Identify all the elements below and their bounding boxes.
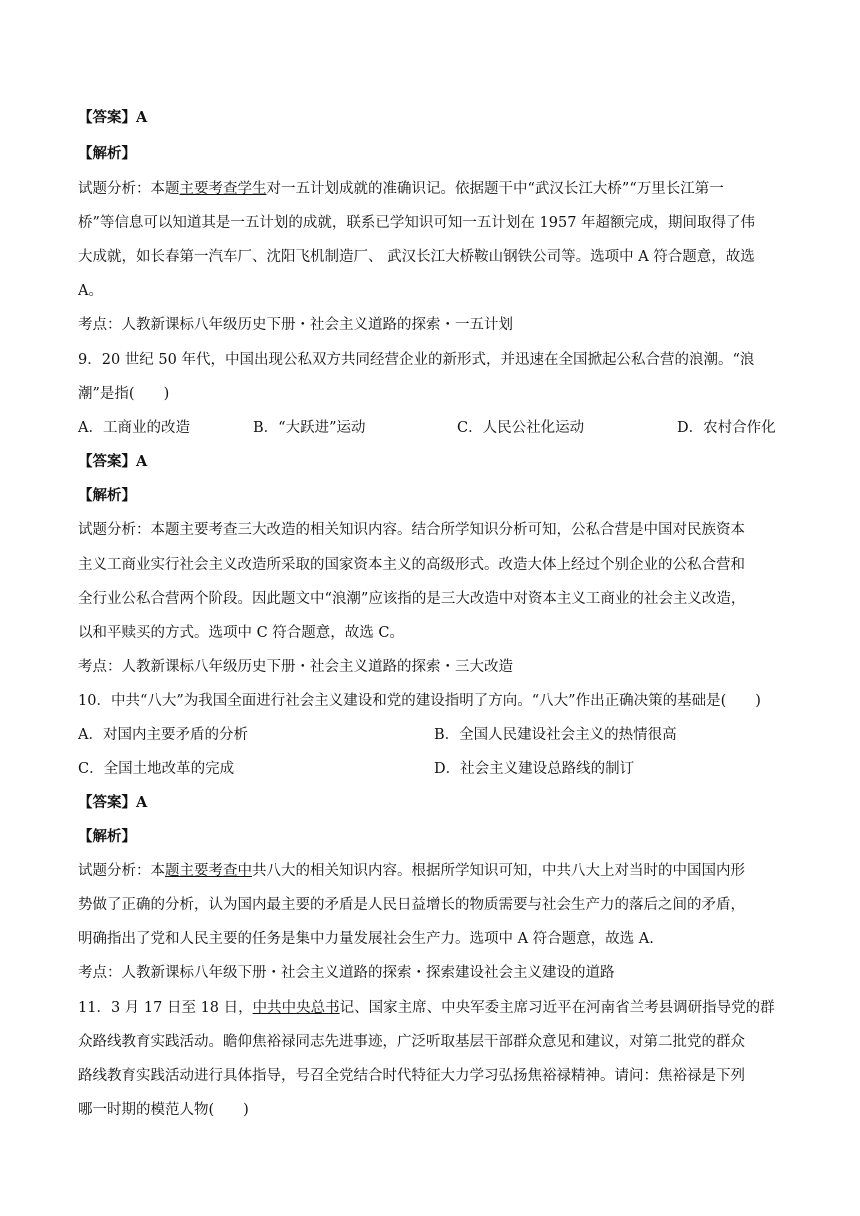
q8-analysis-text: 对一五计划成就的准确识记。依据题干中“武汉长江大桥”“万里长江第一: [266, 181, 724, 197]
q11-stem-line-2: 众路线教育实践活动。瞻仰焦裕禄同志先进事迹，广泛听取基层干部群众意见和建议，对第二批党的群众: [78, 1034, 745, 1050]
q11-stem-text: 11．3 月 17 日至 18 日，: [78, 1000, 253, 1016]
q9-analysis-line-3: 全行业公私合营两个阶段。因此题文中“浪潮”应该指的是三大改造中对资本主义工商业的社会主义改造，: [78, 591, 746, 607]
q9-kaodian: 考点：人教新课标八年级历史下册・社会主义道路的探索・三大改造: [78, 659, 513, 675]
q9-analysis-heading: 【解析】: [78, 487, 136, 504]
q9-option-c: C．人民公社化运动: [457, 420, 585, 436]
q8-analysis-underlined: 主要考查学生: [179, 181, 267, 197]
q10-analysis-line-3: 明确指出了党和人民主要的任务是集中力量发展社会生产力。选项中 A 符合题意，故选 A.: [78, 931, 654, 947]
q9-analysis-line-2: 主义工商业实行社会主义改造所采取的国家资本主义的高级形式。改造大体上经过个别企业的公私合营和: [78, 557, 745, 573]
q8-analysis-text: 试题分析：本题: [78, 181, 180, 197]
q10-analysis-heading: 【解析】: [78, 828, 136, 845]
q9-analysis-line-1: 试题分析：本题主要考查三大改造的相关知识内容。结合所学知识分析可知，公私合营是中国对民族资本: [78, 522, 745, 538]
q10-option-b: B．全国人民建设社会主义的热情很高: [434, 727, 677, 743]
q8-analysis-line-3: 大成就，如长春第一汽车厂、沈阳飞机制造厂、 武汉长江大桥鞍山钢铁公司等。选项中 A 符合题意，故选: [78, 249, 755, 265]
q9-option-d: D．农村合作化: [677, 420, 776, 436]
q9-stem-line-1: 9．20 世纪 50 年代，中国出现公私双方共同经营企业的新形式，并迅速在全国掀起公私合营的浪潮。“浪: [78, 352, 755, 368]
q10-option-a: A．对国内主要矛盾的分析: [78, 727, 248, 743]
q9-stem-line-2: 潮”是指( ): [78, 386, 170, 402]
q8-analysis-line-2: 桥”等信息可以知道其是一五计划的成就，联系已学知识可知一五计划在 1957 年超额完成，期间取得了伟: [78, 215, 756, 231]
q11-stem-line-3: 路线教育实践活动进行具体指导，号召全党结合时代特征大力学习弘扬焦裕禄精神。请问：焦裕禄是下列: [78, 1068, 745, 1084]
q10-option-d: D．社会主义建设总路线的制订: [434, 761, 635, 777]
q11-stem-underlined: 中共中央总书: [252, 1000, 340, 1016]
q9-option-b: B．“大跃进”运动: [253, 420, 366, 436]
q8-analysis-line-1: [78, 179, 724, 199]
q10-kaodian: 考点：人教新课标八年级下册・社会主义道路的探索・探索建设社会主义建设的道路: [78, 965, 615, 981]
q11-stem-line-4: 哪一时期的模范人物( ): [78, 1102, 249, 1118]
q11-stem-line-1: [78, 998, 775, 1018]
q8-kaodian: 考点：人教新课标八年级历史下册・社会主义道路的探索・一五计划: [78, 317, 513, 333]
q11-stem-text: 记、国家主席、中央军委主席习近平在河南省兰考县调研指导党的群: [339, 1000, 775, 1016]
q9-option-a: A．工商业的改造: [78, 420, 190, 436]
q10-option-c: C．全国土地改革的完成: [78, 761, 235, 777]
q10-analysis-underlined: 题主要考查中: [165, 863, 252, 879]
q8-analysis-line-4: A。: [78, 283, 103, 299]
q9-answer: 【答案】A: [78, 453, 148, 470]
q10-analysis-text: 试题分析：本: [78, 863, 165, 879]
q10-analysis-text: 共八大的相关知识内容。根据所学知识可知，中共八大上对当时的中国国内形: [252, 863, 745, 879]
q10-analysis-line-1: [78, 861, 745, 881]
q10-stem-line-1: 10．中共“八大”为我国全面进行社会主义建设和党的建设指明了方向。“八大”作出正确决策的基础是( ): [78, 693, 761, 709]
q10-analysis-line-2: 势做了正确的分析，认为国内最主要的矛盾是人民日益增长的物质需要与社会生产力的落后之间的矛盾，: [78, 897, 745, 913]
q9-analysis-line-4: 以和平赎买的方式。选项中 C 符合题意，故选 C。: [78, 625, 405, 641]
q10-answer: 【答案】A: [78, 794, 148, 811]
q8-analysis-heading: 【解析】: [78, 145, 136, 162]
q8-answer: 【答案】A: [78, 109, 148, 126]
